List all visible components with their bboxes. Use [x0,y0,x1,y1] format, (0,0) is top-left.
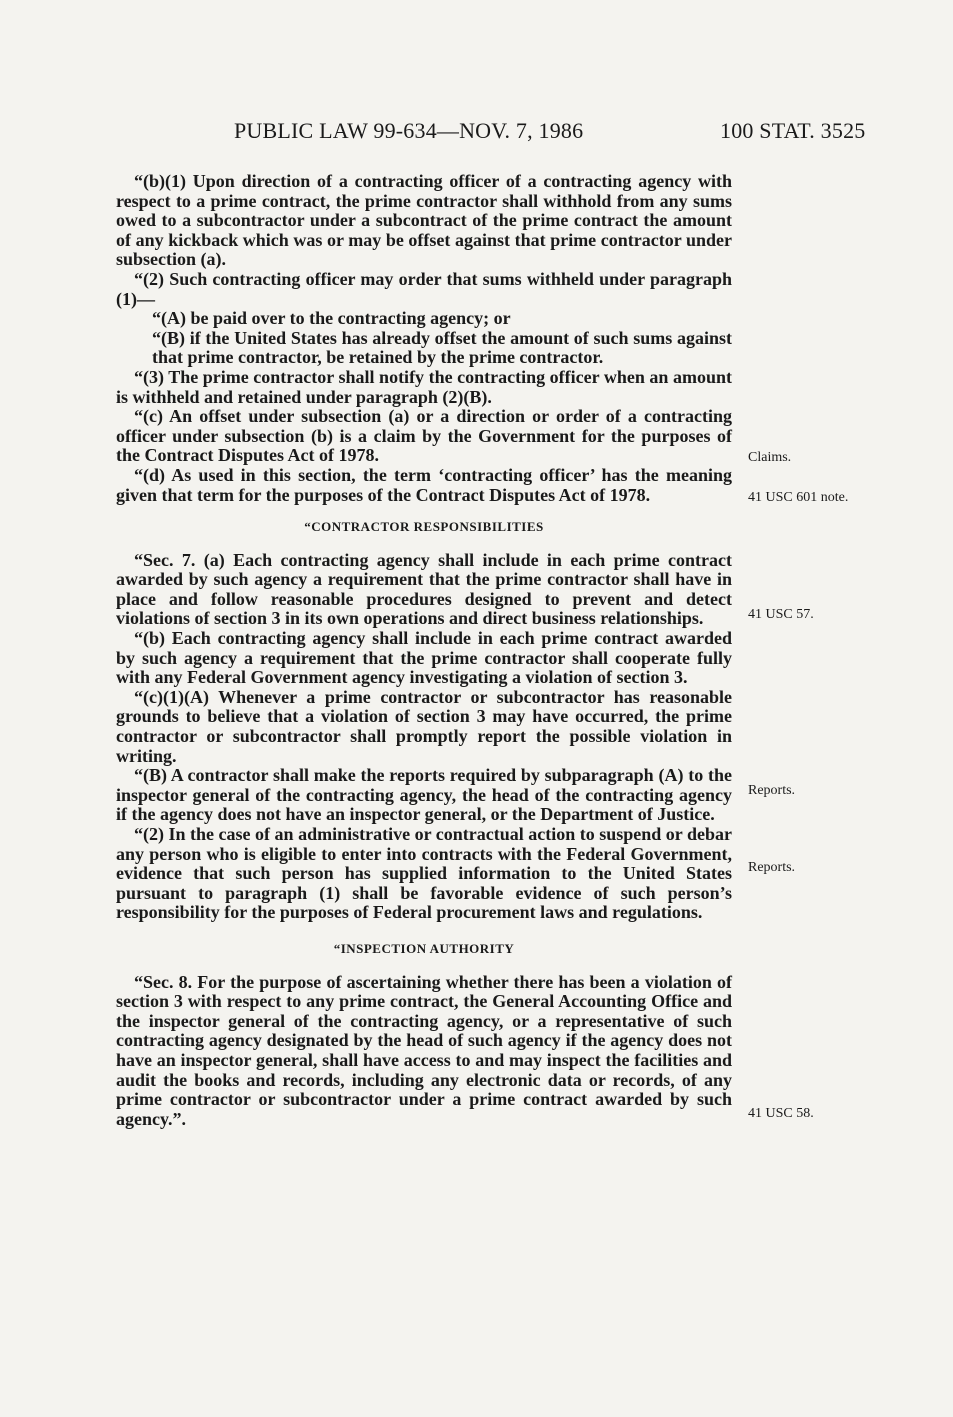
paragraph-b3: “(3) The prime contractor shall notify the contracting officer when an amount is withheld and retained under paragraph (2)(B). [116,366,732,407]
law-citation: PUBLIC LAW 99-634—NOV. 7, 1986 [234,118,584,143]
section-heading-contractor-responsibilities: “CONTRACTOR RESPONSIBILITIES [304,519,544,535]
paragraph-d: “(d) As used in this section, the term ‘contracting officer’ has the meaning given that term for the purposes of the Contract Disputes Act of 1978. [116,464,732,505]
section-heading-inspection-authority: “INSPECTION AUTHORITY [333,940,515,956]
margin-note-reports: Reports. [748,783,796,798]
paragraph-b1: “(b)(1) Upon direction of a contracting officer of a contracting agency with respect to a prime contract, the prime contractor shall withhold from any sums owed to a subcontractor under a subcontract of the prime contract the amount of any kickback which was or may be offset against that prime contractor under subsection (a). [116,171,732,270]
margin-note-41-usc-58: 41 USC 58. [748,1106,814,1121]
document-body [116,172,732,1129]
paragraph-sec8: “Sec. 8. For the purpose of ascertaining whether there has been a violation of section 3 with respect to any prime contract, the General Accounting Office and the inspector general of the contracting agency, or a representative of such contracting agency designated by the head of such agency if the agency does not have an inspector general, shall have access to and may inspect the facilities and audit the books and records, including any electronic data or records, of any prime contractor or subcontractor under a prime contract awarded by such agency.”. [116,971,732,1129]
margin-note-reports: Reports. [748,860,796,875]
paragraph-sec7c1b: “(B) A contractor shall make the reports required by subparagraph (A) to the inspector general of the contracting agency, the head of the contracting agency if the agency does not have an inspector general, or the Department of Justice. [116,765,732,825]
paragraph-sec7b: “(b) Each contracting agency shall include in each prime contract awarded by such agency a requirement that the prime contractor shall cooperate fully with any Federal Government agency investigating a violation of section 3. [116,628,732,688]
paragraph-c: “(c) An offset under subsection (a) or a direction or order of a contracting officer under subsection (b) is a claim by the Government for the purposes of the Contract Disputes Act of 1978. [116,406,732,466]
paragraph-sec7a: “Sec. 7. (a) Each contracting agency shall include in each prime contract awarded by such agency a requirement that the prime contractor shall have in place and follow reasonable procedures designed to prevent and detect violations of section 3 in its own operations and direct business relationships. [116,549,732,629]
margin-note-41-usc-601: 41 USC 601 note. [748,490,849,505]
stat-page-number: 100 STAT. 3525 [720,118,866,143]
paragraph-b2b: “(B) if the United States has already offset the amount of such sums against that prime contractor, be retained by the prime contractor. [152,327,732,368]
margin-note-41-usc-57: 41 USC 57. [748,607,814,622]
paragraph-sec7c2: “(2) In the case of an administrative or contractual action to suspend or debar any person who is eligible to enter into contracts with the Federal Government, evidence that such person has supplied information to the United States pursuant to paragraph (1) shall be favorable evidence of such person’s responsibility for the purposes of Federal procurement laws and regulations. [116,824,732,923]
paragraph-b2a: “(A) be paid over to the contracting agency; or [152,308,511,329]
paragraph-b2: “(2) Such contracting officer may order that sums withheld under paragraph (1)— [116,268,732,309]
margin-note-claims: Claims. [748,450,792,465]
paragraph-sec7c1a: “(c)(1)(A) Whenever a prime contractor or subcontractor has reasonable grounds to believe that a violation of section 3 may have occurred, the prime contractor or subcontractor shall promptly report the possible violation in writing. [116,686,732,766]
page-header [0,118,953,148]
